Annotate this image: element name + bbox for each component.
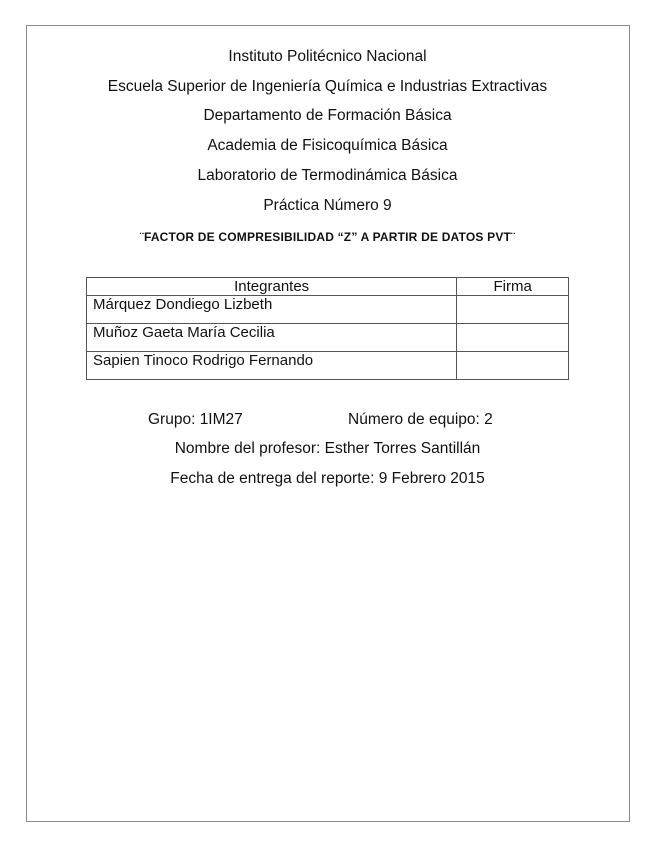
member-signature bbox=[457, 352, 569, 380]
group-label: Grupo: 1IM27 bbox=[148, 411, 243, 428]
delivery-date-label: Fecha de entrega del reporte: 9 Febrero 2015 bbox=[170, 470, 485, 487]
table-row bbox=[87, 324, 569, 352]
school-name: Escuela Superior de Ingeniería Química e Industrias Extractivas bbox=[107, 78, 548, 95]
practice-number: Práctica Número 9 bbox=[263, 197, 392, 214]
header-signature: Firma bbox=[457, 278, 569, 296]
member-name: Márquez Dondiego Lizbeth bbox=[87, 296, 457, 324]
academy-name: Academia de Fisicoquímica Básica bbox=[207, 137, 448, 154]
department-name: Departamento de Formación Básica bbox=[203, 107, 452, 124]
member-name: Muñoz Gaeta María Cecilia bbox=[87, 324, 457, 352]
laboratory-name: Laboratorio de Termodinámica Básica bbox=[197, 167, 458, 184]
members-table bbox=[86, 277, 569, 380]
institute-name: Instituto Politécnico Nacional bbox=[228, 48, 427, 65]
team-number-label: Número de equipo: 2 bbox=[348, 411, 493, 428]
member-signature bbox=[457, 296, 569, 324]
header-members: Integrantes bbox=[87, 278, 457, 296]
professor-label: Nombre del profesor: Esther Torres Santillán bbox=[174, 440, 481, 457]
practice-title: ¨FACTOR DE COMPRESIBILIDAD “Z” A PARTIR DE DATOS PVT¨ bbox=[139, 230, 516, 244]
table-header-row bbox=[87, 278, 569, 296]
table-row bbox=[87, 296, 569, 324]
member-name: Sapien Tinoco Rodrigo Fernando bbox=[87, 352, 457, 380]
member-signature bbox=[457, 324, 569, 352]
table-row bbox=[87, 352, 569, 380]
